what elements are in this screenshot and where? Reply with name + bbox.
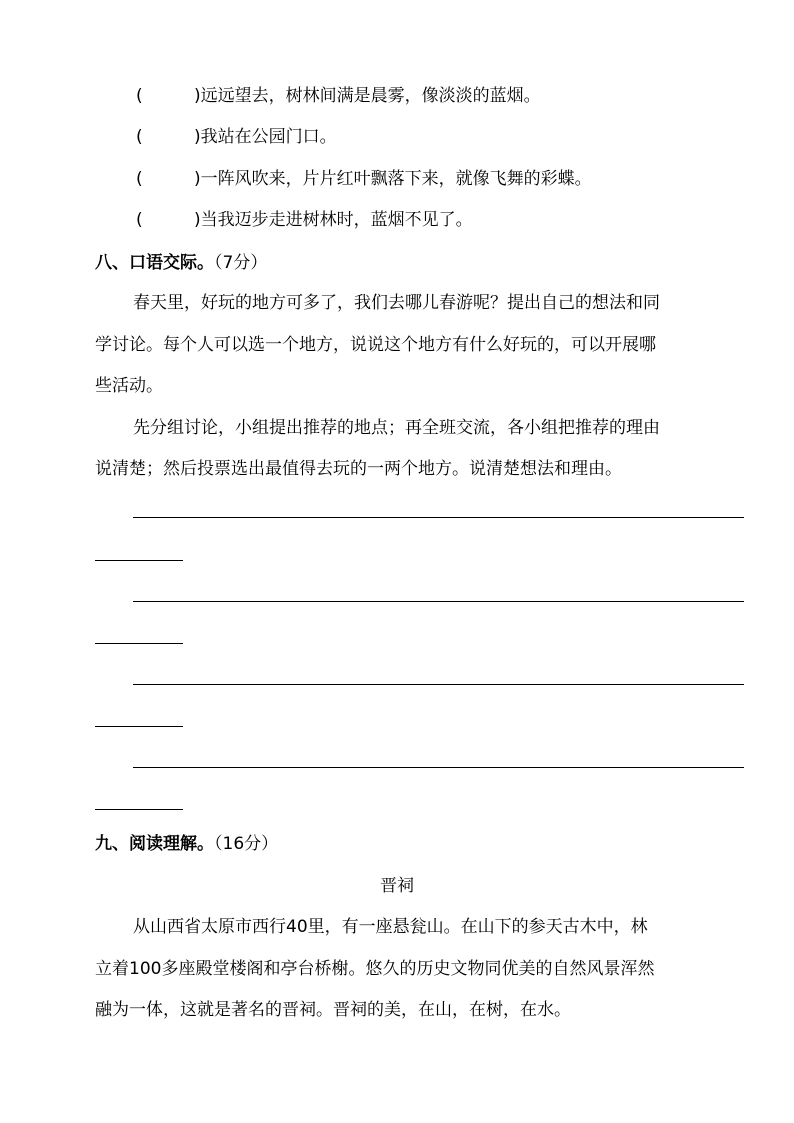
section-8-paragraph-line: 些活动。 (95, 376, 163, 396)
answer-writing-line[interactable] (95, 560, 183, 561)
passage-line: 立着100多座殿堂楼阁和亭台桥榭。悠久的历史文物同优美的自然风景浑然 (95, 959, 655, 979)
ordering-item (136, 167, 592, 191)
section-9-heading (95, 832, 278, 856)
section-8-title: 八、口语交际。 (95, 253, 214, 273)
answer-blank-close: ) (194, 86, 201, 106)
section-8-paragraph-line: 学讨论。每个人可以选一个地方，说说这个地方有什么好玩的，可以开展哪 (95, 335, 656, 355)
answer-writing-line[interactable] (95, 726, 183, 727)
passage-line: 从山西省太原市西行40里，有一座悬瓮山。在山下的参天古木中，林 (133, 917, 648, 937)
ordering-item-text: 当我迈步走进树林时，蓝烟不见了。 (200, 210, 473, 230)
answer-writing-line[interactable] (133, 517, 744, 518)
ordering-item-text: 远远望去，树林间满是晨雾，像淡淡的蓝烟。 (200, 86, 541, 106)
answer-writing-line[interactable] (133, 684, 744, 685)
answer-blank-close: ) (194, 210, 201, 230)
answer-blank-open: ( (136, 127, 143, 147)
section-8-paragraph-line: 春天里，好玩的地方可多了，我们去哪儿春游呢？提出自己的想法和同 (133, 293, 660, 313)
answer-blank-open: ( (136, 210, 143, 230)
answer-blank-open: ( (136, 169, 143, 189)
passage-title: 晋祠 (380, 876, 414, 896)
section-9-title: 九、阅读理解。 (95, 834, 214, 854)
answer-writing-line[interactable] (133, 767, 744, 768)
answer-blank-open: ( (136, 86, 143, 106)
ordering-item (136, 84, 541, 108)
answer-blank-close: ) (194, 127, 201, 147)
section-8-heading (95, 251, 267, 275)
ordering-item-text: 一阵风吹来，片片红叶飘落下来，就像飞舞的彩蝶。 (200, 169, 592, 189)
section-8-paragraph-line: 先分组讨论，小组提出推荐的地点；再全班交流，各小组把推荐的理由 (133, 418, 660, 438)
answer-writing-line[interactable] (95, 643, 183, 644)
answer-writing-line[interactable] (95, 809, 183, 810)
passage-line: 融为一体，这就是著名的晋祠。晋祠的美，在山，在树，在水。 (95, 1000, 571, 1020)
section-9-score: （16分） (214, 834, 279, 854)
answer-blank-close: ) (194, 169, 201, 189)
section-8-score: （7分） (214, 253, 268, 273)
section-8-paragraph-line: 说清楚；然后投票选出最值得去玩的一两个地方。说清楚想法和理由。 (95, 459, 622, 479)
ordering-item-text: 我站在公园门口。 (200, 127, 337, 147)
answer-writing-line[interactable] (133, 601, 744, 602)
ordering-item (136, 125, 337, 149)
ordering-item (136, 208, 473, 232)
